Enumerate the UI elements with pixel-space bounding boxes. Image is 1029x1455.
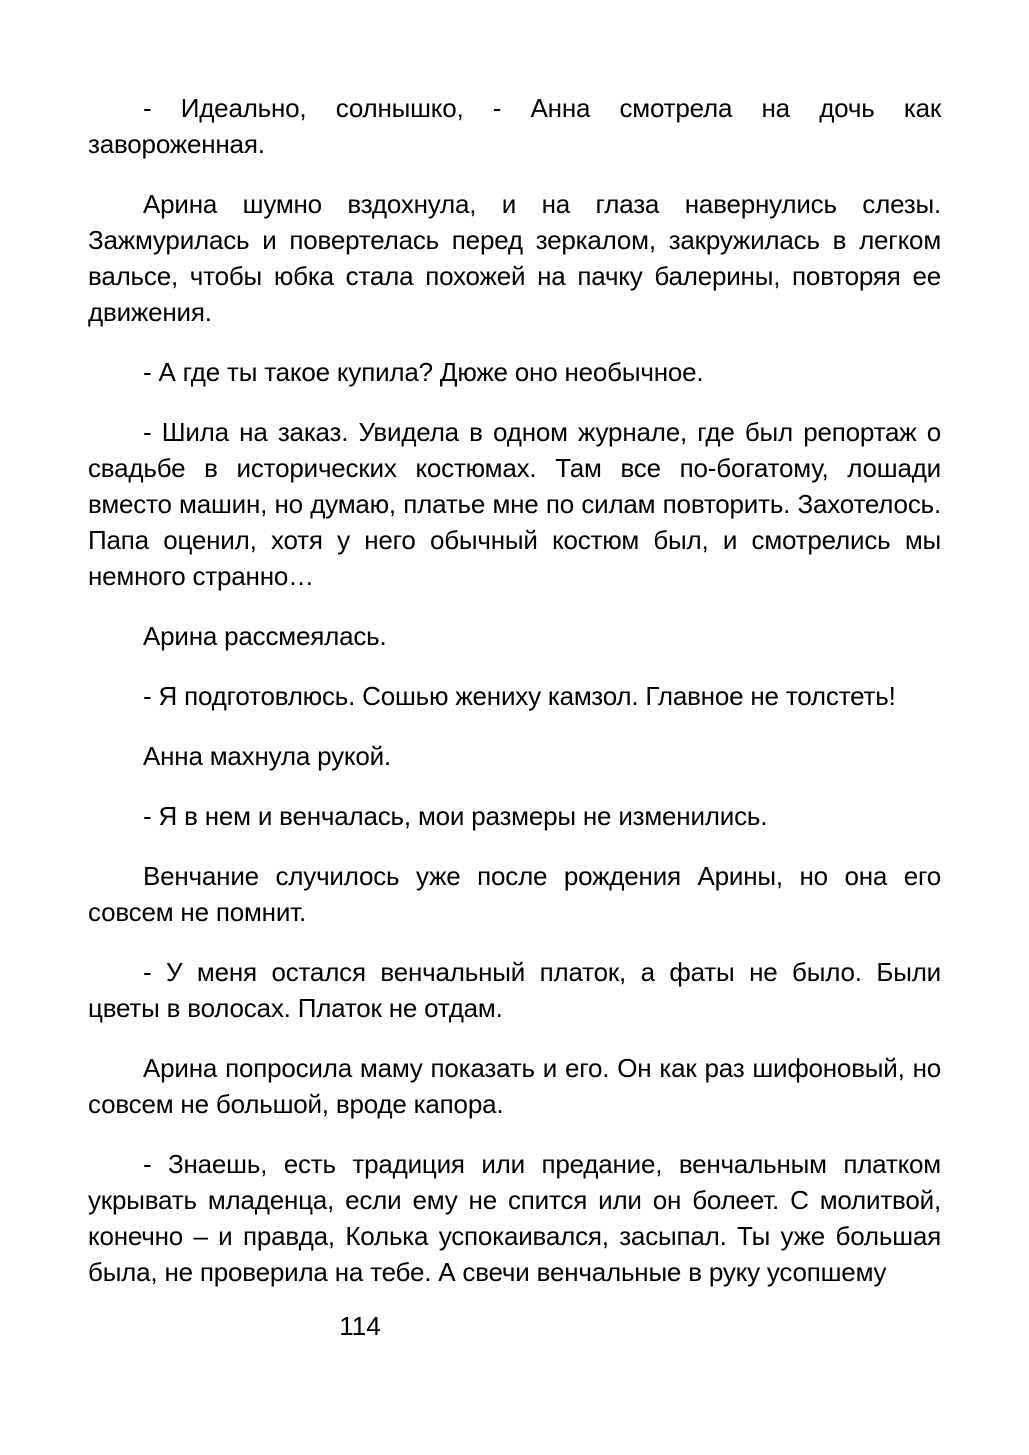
paragraph: - А где ты такое купила? Дюже оно необычное. (143, 357, 704, 387)
paragraph: Арина попросила маму показать и его. Он как раз шифоновый, но совсем не большой, вроде капора. (88, 1053, 941, 1119)
paragraph: - Идеально, солнышко, - Анна смотрела на дочь как завороженная. (88, 93, 941, 159)
paragraph: - Я подготовлюсь. Сошью жениху камзол. Главное не толстеть! (143, 681, 896, 711)
paragraph: - Я в нем и венчалась, мои размеры не изменились. (143, 801, 768, 831)
paragraph: Венчание случилось уже после рождения Арины, но она его совсем не помнит. (88, 861, 941, 927)
paragraph: Арина рассмеялась. (143, 621, 387, 651)
paragraph: Анна махнула рукой. (143, 741, 391, 771)
page-number: 114 (339, 1311, 381, 1341)
paragraph: - Знаешь, есть традиция или предание, венчальным платком укрывать младенца, если ему не спится или он болеет. С молитвой, конечно – и правда, Колька успокаивался, засыпал. Ты уже большая была, не проверила на тебе. А свечи венчальные в руку усопшему (88, 1149, 941, 1287)
paragraph: - Шила на заказ. Увидела в одном журнале, где был репортаж о свадьбе в исторических костюмах. Там все по-богатому, лошади вместо машин, но думаю, платье мне по силам повторить. Захотелось. Папа оценил, хотя у него обычный костюм был, и смотрелись мы немного странно… (88, 417, 941, 591)
paragraph: - У меня остался венчальный платок, а фаты не было. Были цветы в волосах. Платок не отдам. (88, 957, 941, 1023)
paragraph: Арина шумно вздохнула, и на глаза навернулись слезы. Зажмурилась и повертелась перед зеркалом, закружилась в легком вальсе, чтобы юбка стала похожей на пачку балерины, повторяя ее движения. (88, 189, 941, 327)
